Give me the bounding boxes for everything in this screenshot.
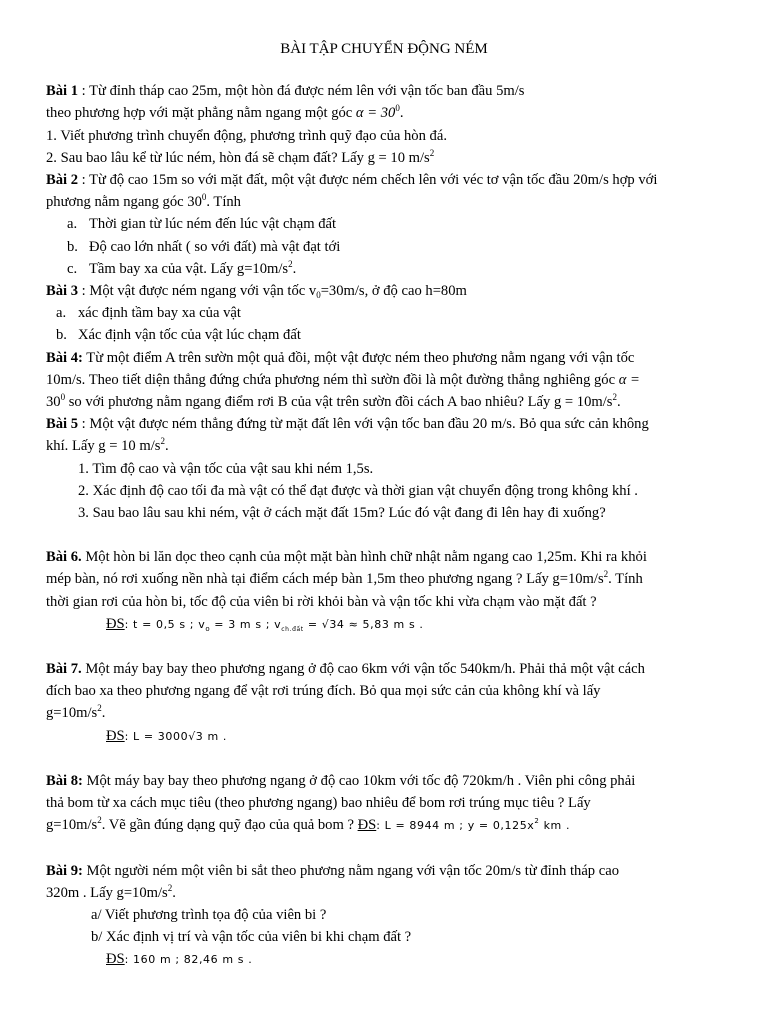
exercise-8-answer: $g=10m/s^2$. Vẽ gần đúng dạng quỹ đạo của quả bom ? ĐS: L = 8944 m ; $y = 0,125x^2$ km . xyxy=(46,815,571,834)
exercise-7: Bài 7. Một máy bay bay theo phương ngang ở độ cao 6km với vận tốc 540km/h. Phải thả một vật cách đích bao xa theo phương ngang để vật rơi trúng đích. Bỏ qua mọi sức cản của không khí và lấy $g=10m/s^2$. ĐS: L = 3000√3 m . xyxy=(46,658,726,748)
exercise-2-item-c: c. Tầm bay xa của vật. Lấy $g=10m/s^2$. xyxy=(67,258,297,277)
exercise-1-statement: Bài 1 : Từ đỉnh tháp cao 25m, một hòn đá được ném lên với vận tốc ban đầu 5m/s xyxy=(46,83,525,100)
exercise-3-label: Bài 3 xyxy=(46,283,79,300)
exercise-3-item-b: b. Xác định vận tốc của vật lúc chạm đất xyxy=(56,327,301,344)
exercise-9-label: Bài 9: xyxy=(46,862,83,879)
exercise-9-question-a: a/ Viết phương trình tọa độ của viên bi ? xyxy=(91,906,327,923)
exercise-2-label: Bài 2 xyxy=(46,172,79,189)
exercise-4: Bài 4: Từ một điểm A trên sườn một quả đồi, một vật được ném theo phương nằm ngang với vận tốc 10m/s. Theo tiết diện thẳng đứng chứa phương ném thì sườn đồi là một đường thẳng nghiêng góc α = $30^0$ so với phương nằm ngang điểm rơi B của vật trên sườn đồi cách A bao nhiêu? Lấy $g = 10m/s^2$. xyxy=(46,349,640,411)
exercise-8-label: Bài 8: xyxy=(46,772,83,789)
exercise-2-item-b: b. Độ cao lớn nhất ( so với đất) mà vật đạt tới xyxy=(67,238,341,255)
exercise-5-label: Bài 5 xyxy=(46,416,79,433)
exercise-9: Bài 9: Một người ném một viên bi sắt theo phương nằm ngang với vận tốc 20m/s từ đỉnh tháp cao 320m . Lấy $g=10m/s^2$. a/ Viết phương trình tọa độ của viên bi ? b/ Xác định vị trí và vận tốc của viên bi khi chạm đất ? ĐS: 160 m ; 82,46 m s . xyxy=(46,860,726,972)
exercise-3-item-a: a. xác định tầm bay xa của vật xyxy=(56,305,241,322)
exercise-1-question-1: 1. Viết phương trình chuyển động, phương trình quỹ đạo của hòn đá. xyxy=(46,127,447,144)
document-title: BÀI TẬP CHUYỂN ĐỘNG NÉM xyxy=(280,41,488,57)
exercise-5-question-1: 1. Tìm độ cao và vận tốc của vật sau khi ném 1,5s. xyxy=(78,460,374,477)
exercise-1-question-2: 2. Sau bao lâu kể từ lúc ném, hòn đá sẽ chạm đất? Lấy g = 10 $m/s^2$ xyxy=(46,147,435,166)
exercise-9-answer: ĐS: 160 m ; 82,46 m s . xyxy=(106,951,253,968)
exercise-2-item-a: a. Thời gian từ lúc ném đến lúc vật chạm đất xyxy=(67,216,337,233)
exercise-1-label: Bài 1 xyxy=(46,83,79,100)
angle-formula: α = 30 xyxy=(355,105,396,122)
exercise-7-answer: ĐS: L = 3000√3 m . xyxy=(106,727,228,744)
exercise-3: Bài 3 : Một vật được ném ngang với vận tốc $v_0=30m/s$, ở độ cao h=80m a. xác định tầm bay xa của vật b. Xác định vận tốc của vật lúc chạm đất xyxy=(46,280,726,347)
exercise-5: Bài 5 : Một vật được ném thẳng đứng từ mặt đất lên với vận tốc ban đầu 20 m/s. Bỏ qua sức cản không khí. Lấy g = 10 $m/s^2$. 1. Tìm độ cao và vận tốc của vật sau khi ném 1,5s. 2. Xác định độ cao tối đa mà vật có thể đạt được và thời gian vật chuyển động trong không khí . 3. Sau bao lâu sau khi ném, vật ở cách mặt đất 15m? Lúc đó vật đang đi lên hay đi xuống? xyxy=(46,413,726,524)
exercise-6: Bài 6. Một hòn bi lăn dọc theo cạnh của một mặt bàn hình chữ nhật nằm ngang cao 1,25m. Khi ra khỏi mép bàn, nó rơi xuống nền nhà tại điểm cách mép bàn 1,5m theo phương ngang ? Lấy $g=10m/s^2$. Tính thời gian rơi của hòn bi, tốc độ của viên bi rời khỏi bàn và vận tốc khi vừa chạm vào mặt đất ? ĐS: t = 0,5 s ; $v_o = 3$ m s ; $v_{ch.đất} = √34 \approx 5,83$ m s . xyxy=(46,546,726,636)
exercise-8: Bài 8: Một máy bay bay theo phương ngang ở độ cao 10km với tốc độ 720km/h . Viên phi công phải thả bom từ xa cách mục tiêu (theo phương ngang) bao nhiêu để bom rơi trúng mục tiêu ? Lấy $g=10m/s^2$. Vẽ gần đúng dạng quỹ đạo của quả bom ? ĐS: L = 8944 m ; $y = 0,125x^2$ km . xyxy=(46,770,726,838)
exercise-2: Bài 2 : Từ độ cao 15m so với mặt đất, một vật được ném chếch lên với véc tơ vận tốc đầu 20m/s hợp với phương nằm ngang góc $30^0$. Tính a. Thời gian từ lúc ném đến lúc vật chạm đất b. Độ cao lớn nhất ( so với đất) mà vật đạt tới c. Tầm bay xa của vật. Lấy $g=10m/s^2$. xyxy=(46,169,726,280)
exercise-4-label: Bài 4: xyxy=(46,349,83,366)
exercise-6-label: Bài 6. xyxy=(46,549,82,566)
exercise-5-question-3: 3. Sau bao lâu sau khi ném, vật ở cách mặt đất 15m? Lúc đó vật đang đi lên hay đi xuống? xyxy=(78,505,606,522)
exercise-1: Bài 1 : Từ đỉnh tháp cao 25m, một hòn đá được ném lên với vận tốc ban đầu 5m/s theo phương hợp với mặt phẳng nằm ngang một góc $\alpha = 30^0$. 1. Viết phương trình chuyển động, phương trình quỹ đạo của hòn đá. 2. Sau bao lâu kể từ lúc ném, hòn đá sẽ chạm đất? Lấy g = 10 $m/s^2$ xyxy=(46,80,726,169)
exercise-7-label: Bài 7. xyxy=(46,661,82,678)
exercise-9-question-b: b/ Xác định vị trí và vận tốc của viên bi khi chạm đất ? xyxy=(91,929,412,946)
exercise-5-question-2: 2. Xác định độ cao tối đa mà vật có thể đạt được và thời gian vật chuyển động trong không khí . xyxy=(78,482,638,499)
exercise-6-answer: ĐS: t = 0,5 s ; $v_o = 3$ m s ; $v_{ch.đất} = √34 \approx 5,83$ m s . xyxy=(106,615,424,633)
